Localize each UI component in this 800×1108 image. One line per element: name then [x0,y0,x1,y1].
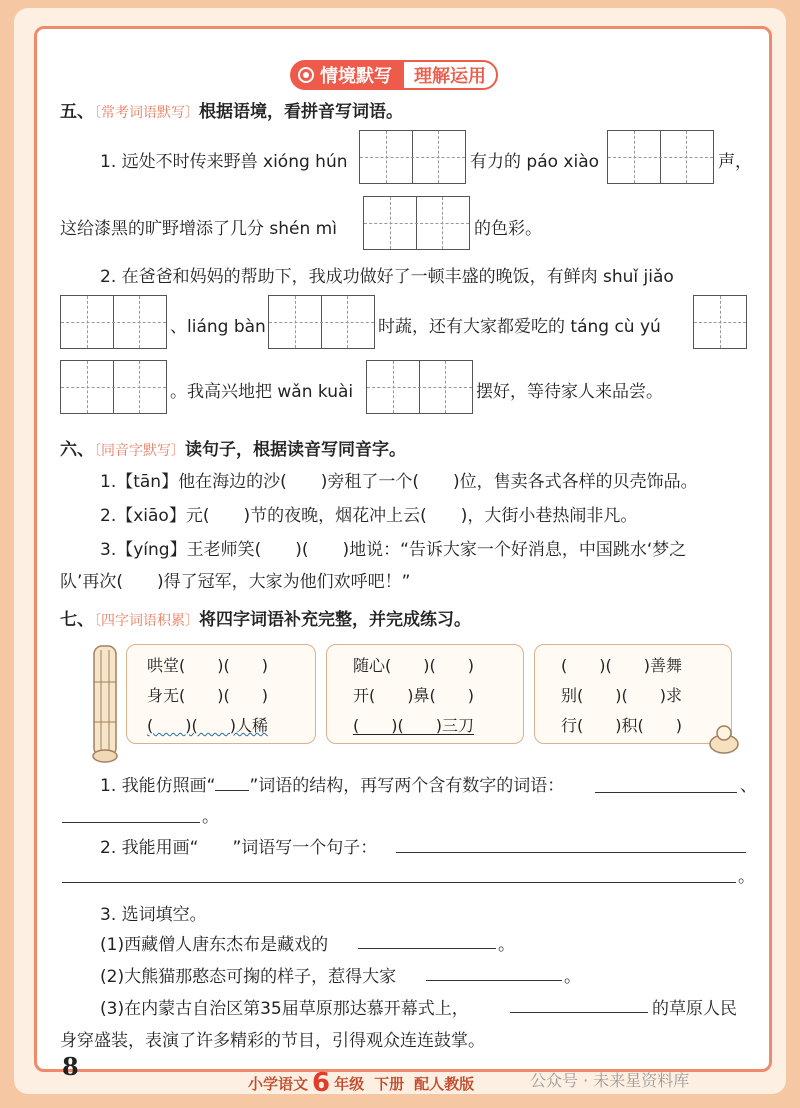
idiom-2-3: ( )( )三刀 [353,716,474,735]
section-7-heading [60,605,471,630]
s7-q1-text-b: ”词语的结构，再写两个含有数字的词语： [249,776,565,796]
idiom-3-3: 行( )积( ) [561,716,682,735]
section-5-tag: 〔常考词语默写〕 [94,105,199,121]
s5-line3: 2. 在爸爸和妈妈的帮助下，我成功做好了一顿丰盛的晚饭，有鲜肉 shuǐ jiǎo [100,267,674,287]
answer-line-number-idiom-2[interactable] [62,822,200,823]
idiom-card-3 [534,644,732,744]
s7-q3-3-end: 的草原人民 [652,999,737,1019]
section-7-instruction: 将四字词语补充完整，并完成练习。 [199,610,471,630]
section-5-instruction: 根据语境，看拼音写词语。 [199,102,403,122]
s7-q3: 3. 选词填空。 [100,905,207,925]
s7-q3-2: (2)大熊猫那憨态可掬的样子，惹得大家 [100,967,397,987]
s7-q1-text-a: 1. 我能仿照画“ [100,776,216,796]
bell-icon [298,67,314,83]
answer-box-shui-jiao[interactable] [60,295,167,349]
footer-edition: 配人教版 [414,1074,475,1093]
s6-q3a: 3.【yíng】王老师笑( )( )地说：“告诉大家一个好消息，中国跳水‘梦之 [100,540,687,560]
s5-line1b: 有力的 páo xiào [470,152,600,172]
answer-line-q3-1[interactable] [358,948,496,949]
section-5-heading [60,97,403,122]
idiom-card-1 [126,644,316,744]
header-right-label: 理解运用 [402,60,498,90]
bamboo-scroll-icon [88,642,122,766]
section-5-number: 五、 [60,102,94,122]
s6-q3b: 队’再次( )得了冠军，大家为他们欢呼吧！” [60,572,411,592]
s5-line5b: 摆好，等待家人来品尝。 [476,382,663,402]
idiom-2-1: 随心( )( ) [353,656,474,675]
idiom-1-3: ( )( )人稀 [147,716,268,735]
idiom-1-2: 身无( )( ) [147,686,268,705]
section-6-heading [60,435,406,460]
answer-line-sentence-1[interactable] [396,852,746,853]
answer-line-q3-3[interactable] [510,1012,648,1013]
footer-grade-number: 6 [312,1068,331,1098]
answer-line-sentence-2[interactable] [62,882,736,883]
s5-line4b: 时蔬，还有大家都爱吃的 táng cù yú [378,317,661,337]
section-7-number: 七、 [60,610,94,630]
s5-line1c: 声， [718,152,752,172]
s7-q3-3: (3)在内蒙古自治区第35届草原那达慕开幕式上， [100,999,469,1019]
section-header [290,60,498,90]
section-6-number: 六、 [60,440,94,460]
answer-box-shen-mi[interactable] [363,196,470,250]
header-left-label [290,60,402,90]
idiom-2-2: 开( )鼻( ) [353,686,474,705]
s7-q2-text-a: 2. 我能用画“ [100,838,199,858]
idiom-card-2 [326,644,524,744]
watermark: 公众号 · 未来星资料库 [530,1071,690,1090]
answer-box-tang-cu-yu-2[interactable] [60,360,167,414]
s5-line1a: 1. 远处不时传来野兽 xióng hún [100,152,348,172]
footer-banner [248,1068,474,1098]
footer-term: 下册 [374,1074,405,1093]
wavy-underline-sample [198,838,232,858]
header-left-text: 情境默写 [320,66,392,87]
answer-box-liang-ban[interactable] [268,295,375,349]
s5-line4a: 、liáng bàn [170,317,266,337]
section-6-tag: 〔同音字默写〕 [94,443,185,459]
s7-q3-1-end: 。 [498,935,515,955]
s7-q1-separator: 、 [740,776,757,796]
s5-line5a: 。我高兴地把 wǎn kuài [170,382,354,402]
dumpling-icon [706,720,742,756]
footer-subject: 小学语文 [248,1074,309,1093]
s6-q2: 2.【xiāo】元( )节的夜晚，烟花冲上云( )，大街小巷热闹非凡。 [100,506,638,526]
answer-box-wan-kuai[interactable] [366,360,473,414]
s5-line2b: 的色彩。 [474,219,542,239]
s7-q1-end: 。 [202,807,219,827]
section-7-tag: 〔四字词语积累〕 [94,613,199,629]
footer-grade: 年级 [334,1074,365,1093]
s7-q2 [100,833,377,858]
s6-q1: 1.【tān】他在海边的沙( )旁租了一个( )位，售卖各式各样的贝壳饰品。 [100,472,698,492]
page-number: 8 [62,1052,79,1081]
s7-q3-2-end: 。 [564,967,581,987]
s7-q3-4: 身穿盛装，表演了许多精彩的节目，引得观众连连鼓掌。 [60,1031,485,1051]
answer-box-tang-cu-yu-1[interactable] [693,295,747,349]
s7-q3-1: (1)西藏僧人唐东杰布是藏戏的 [100,935,329,955]
answer-line-number-idiom-1[interactable] [595,792,737,793]
straight-underline-sample [215,790,249,791]
s7-q2-text-b: ”词语写一个句子： [232,838,378,858]
s5-line2a: 这给漆黑的旷野增添了几分 shén mì [60,219,337,239]
answer-line-q3-2[interactable] [426,980,562,981]
answer-box-pao-xiao[interactable] [607,130,714,184]
answer-box-xiong-hun[interactable] [359,130,466,184]
section-6-instruction: 读句子，根据读音写同音字。 [185,440,406,460]
s7-q1 [100,771,564,796]
idiom-3-2: 别( )( )求 [561,686,682,705]
s7-q2-end: 。 [738,867,755,887]
idiom-3-1: ( )( )善舞 [561,656,682,675]
idiom-1-1: 哄堂( )( ) [147,656,268,675]
